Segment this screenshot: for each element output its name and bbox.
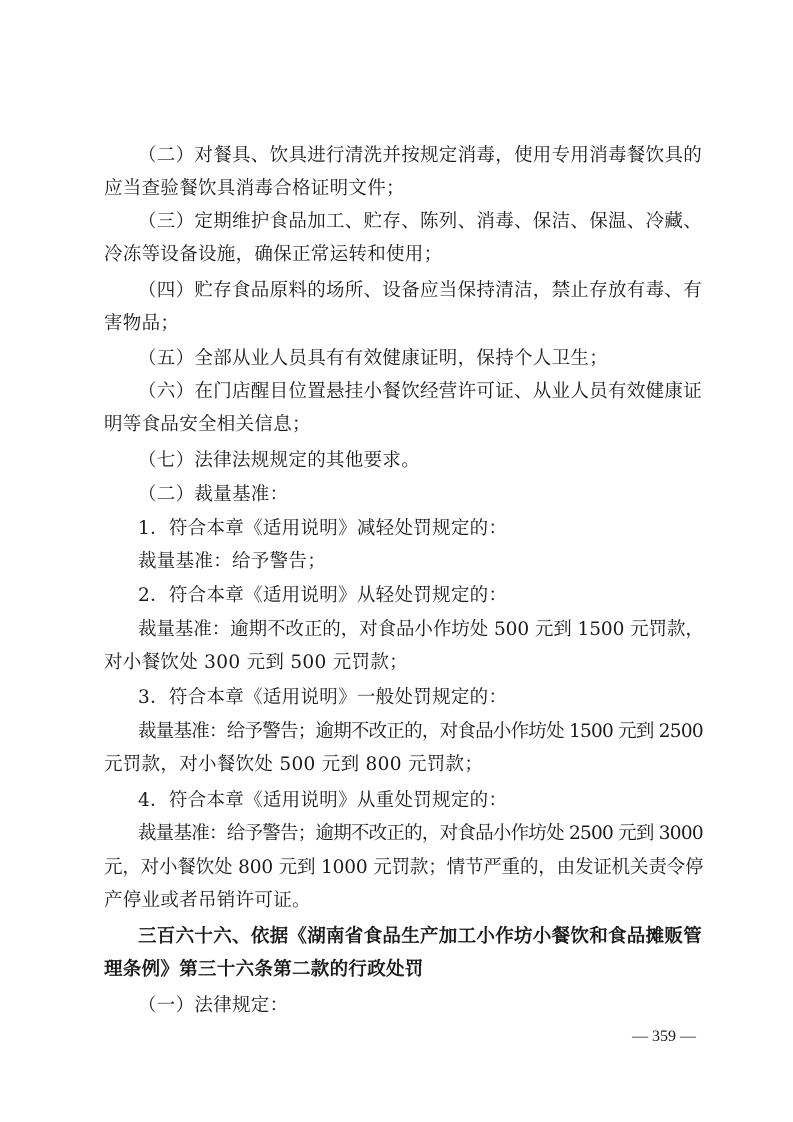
paragraph-line: （一）法律规定： [138, 995, 289, 1016]
paragraph-line: （六）在门店醒目位置悬挂小餐饮经营许可证、从业人员有效健康证 [138, 381, 703, 402]
page-number: — 359 — [632, 1028, 696, 1045]
paragraph-line: 产停业或者吊销许可证。 [104, 890, 311, 911]
paragraph-line: 3．符合本章《适用说明》一般处罚规定的： [138, 687, 508, 708]
paragraph-line: （二）对餐具、饮具进行清洗并按规定消毒，使用专用消毒餐饮具的 [138, 145, 703, 166]
paragraph-line: 裁量基准：给予警告；逾期不改正的，对食品小作坊处 2500 元到 3000 [138, 823, 703, 844]
paragraph-line: （三）定期维护食品加工、贮存、陈列、消毒、保洁、保温、冷藏、 [138, 211, 703, 232]
paragraph-line: 裁量基准：给予警告； [138, 551, 327, 572]
paragraph-line: 2．符合本章《适用说明》从轻处罚规定的： [138, 585, 508, 606]
paragraph-line: （四）贮存食品原料的场所、设备应当保持清洁，禁止存放有毒、有 [138, 280, 703, 301]
paragraph-line: 明等食品安全相关信息； [104, 414, 311, 435]
paragraph-line: 元罚款，对小餐饮处 500 元到 800 元罚款； [104, 754, 484, 775]
paragraph-line: 4．符合本章《适用说明》从重处罚规定的： [138, 790, 508, 811]
paragraph-line: 应当查验餐饮具消毒合格证明文件； [104, 178, 405, 199]
paragraph-line: 1．符合本章《适用说明》减轻处罚规定的： [138, 518, 508, 539]
paragraph-line: 对小餐饮处 300 元到 500 元罚款； [104, 652, 408, 673]
paragraph-line: 元，对小餐饮处 800 元到 1000 元罚款；情节严重的，由发证机关责令停 [104, 857, 704, 878]
paragraph-line: 裁量基准：逾期不改正的，对食品小作坊处 500 元到 1500 元罚款， [138, 619, 704, 640]
paragraph-line: （五）全部从业人员具有有效健康证明，保持个人卫生； [138, 348, 609, 369]
section-heading-line: 理条例》第三十六条第二款的行政处罚 [104, 959, 424, 980]
paragraph-line: 害物品； [104, 313, 180, 334]
paragraph-line: （二）裁量基准： [138, 484, 289, 505]
paragraph-line: 裁量基准：给予警告；逾期不改正的，对食品小作坊处 1500 元到 2500 [138, 721, 703, 742]
section-heading-line: 三百六十六、依据《湖南省食品生产加工小作坊小餐饮和食品摊贩管 [138, 926, 703, 947]
paragraph-line: （七）法律法规规定的其他要求。 [138, 450, 421, 471]
paragraph-line: 冷冻等设备设施，确保正常运转和使用； [104, 244, 443, 265]
